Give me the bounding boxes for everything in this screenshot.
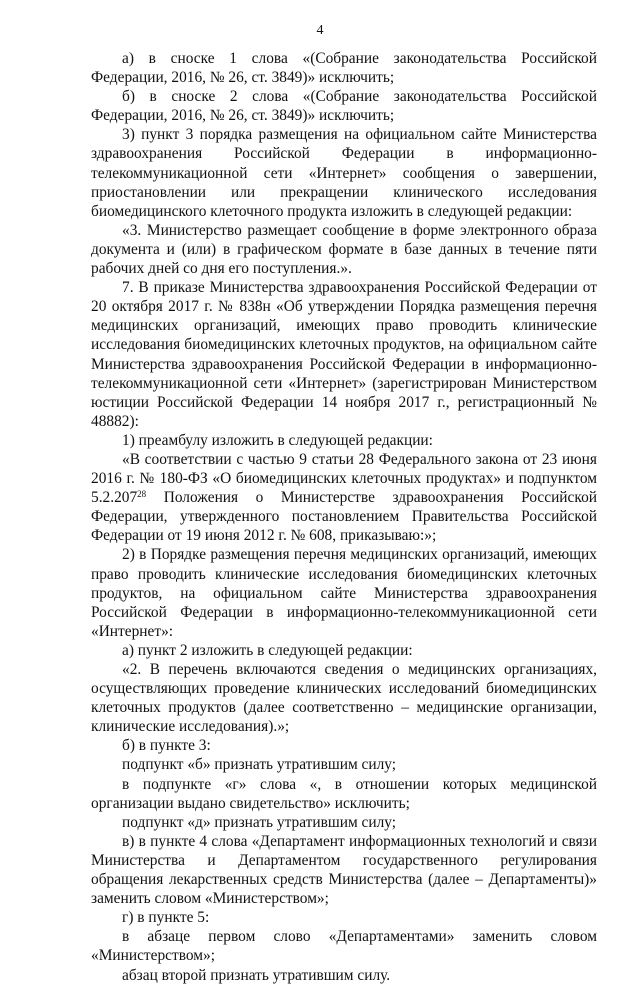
document-body	[91, 49, 597, 985]
footnote-superscript: 28	[137, 489, 147, 500]
paragraph-subitem-d: подпункт «д» признать утратившим силу;	[122, 813, 397, 831]
paragraph-item-5-g: г) в пункте 5:	[122, 909, 210, 927]
paragraph-quote-2: «2. В перечень включаются сведения о медицинских организациях, осуществляющих проведение клинических исследований биомедицинских клеточных продуктов (далее соответственно – медицинские организации, клинические исследования).»;	[91, 661, 597, 736]
paragraph-footnote-1: а) в сноске 1 слова «(Собрание законодательства Российской Федерации, 2016, № 26, ст. 3849)» исключить;	[91, 50, 597, 87]
paragraph-preamble: 1) преамбулу изложить в следующей редакции:	[122, 431, 433, 449]
preamble-quote-text-after: Положения о Министерстве здравоохранения Российской Федерации, утвержденного постановлением Правительства Российской Федерации от 19 июня 2012 г. № 608, приказываю:»;	[91, 489, 597, 545]
paragraph-preamble-quote	[91, 450, 597, 545]
paragraph-item-3: 3) пункт 3 порядка размещения на официальном сайте Министерства здравоохранения Российской Федерации в информационно-телекоммуникационной сети «Интернет» сообщения о завершении, приостановлении или прекращении клинического исследования биомедицинского клеточного продукта изложить в следующей редакции:	[91, 126, 597, 220]
preamble-quote-text-before: «В соответствии с частью 9 статьи 28 Федерального закона от 23 июня 2016 г. № 180-ФЗ «О биомедицинских клеточных продуктах» и подпунктом 5.2.207	[91, 450, 597, 507]
paragraph-subitem-g: в подпункте «г» слова «, в отношении которых медицинской организации выдано свидетельство» исключить;	[91, 775, 597, 812]
paragraph-subitem-b: подпункт «б» признать утратившим силу;	[122, 756, 397, 774]
paragraph-item-4-v: в) в пункте 4 слова «Департамент информационных технологий и связи Министерства и Департаментом государственного регулирования обращения лекарственных средств Министерства (далее – Департаменты)» заменить словом «Министерством»;	[91, 832, 597, 908]
paragraph-footnote-2: б) в сноске 2 слова «(Собрание законодательства Российской Федерации, 2016, № 26, ст. 3849)» исключить;	[91, 88, 597, 125]
paragraph-procedure: 2) в Порядке размещения перечня медицинских организаций, имеющих право проводить клинические исследования биомедицинских клеточных продуктов, на официальном сайте Министерства здравоохранения Российской Федерации в информационно-телекоммуникационной сети «Интернет»:	[91, 546, 597, 640]
paragraph-item-2-a: а) пункт 2 изложить в следующей редакции:	[122, 641, 413, 659]
paragraph-item-7: 7. В приказе Министерства здравоохранения Российской Федерации от 20 октября 2017 г. № 838н «Об утверждении Порядка размещения перечня медицинских организаций, имеющих право проводить клинические исследования биомедицинских клеточных продуктов, на официальном сайте Министерства здравоохранения Российской Федерации в информационно-телекоммуникационной сети «Интернет» (зарегистрирован Министерством юстиции Российской Федерации 14 ноября 2017 г., регистрационный № 48882):	[91, 279, 597, 430]
paragraph-first-abzats: в абзаце первом слово «Департаментами» заменить словом «Министерством»;	[91, 928, 597, 965]
paragraph-quote-3: «3. Министерство размещает сообщение в форме электронного образа документа и (или) в графическом формате в базе данных в течение пяти рабочих дней со дня его поступления.».	[91, 221, 597, 278]
page-number: 4	[316, 23, 324, 38]
paragraph-second-abzats: абзац второй признать утратившим силу.	[122, 966, 391, 984]
paragraph-item-3-b: б) в пункте 3:	[122, 737, 211, 755]
